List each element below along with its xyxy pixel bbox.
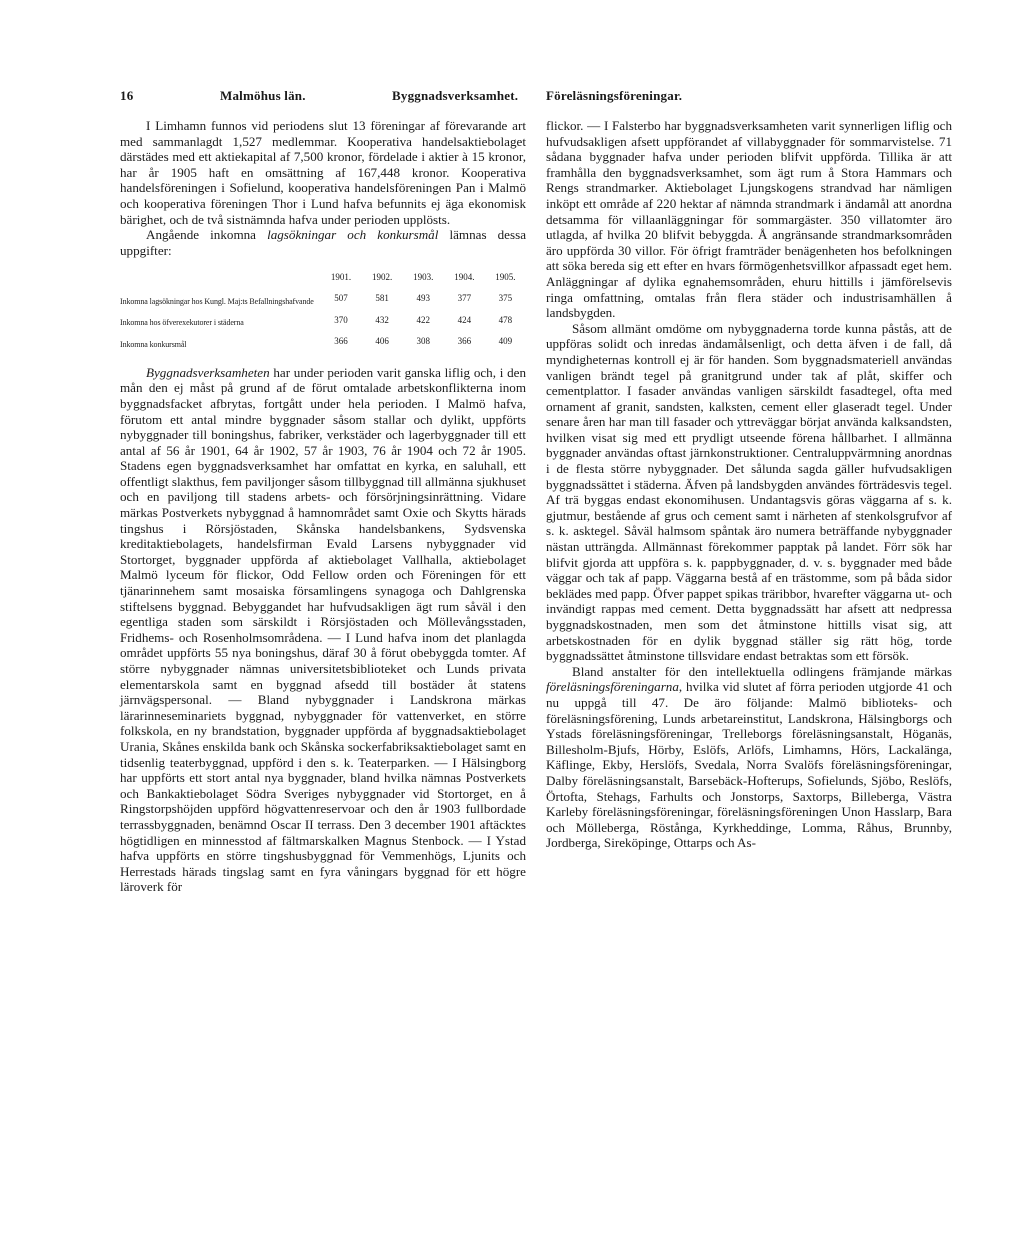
- table-year: 1902.: [372, 272, 393, 283]
- lawsuits-table: [120, 270, 526, 354]
- building-activity-italic: Byggnadsverksamheten: [146, 364, 270, 380]
- table-header-blank: [120, 270, 320, 290]
- table-cell: 308: [416, 336, 430, 347]
- table-cell: 581: [375, 292, 389, 303]
- table-cell: 375: [498, 292, 513, 303]
- building-activity-text: har under perioden varit ganska liflig och, i den mån den ej måst på grund af de förut omtalade arbetskonflikterna inom byggnadsfacket afbrytas, fortgått under hela perioden. I Malmö hafva, förutom ett antal mindre byggnader såsom stallar och dylikt, uppförts nybyggnader till boningshus, fabriker, verkstäder och lagerbyggnader till ett antal af 56 år 1901, 64 år 1902, 57 år 1903, 76 år 1904 och 72 år 1905. Stadens egen byggnadsverksamhet har omfattat en kyrka, en saluhall, ett offentligt slakthus, fem paviljonger såsom tillbyggnad till allmänna sjukhuset och en paviljong till stadens arbets- och försörjningsinrättning. Vidare märkas Postverkets nybyggnad å hamnområdet samt Oxie och Skytts härads tingshus i Rörsjöstaden, Skånska handelsbankens, Sydsvenska kreditaktiebolagets, handelsfirman Evald Larsens nybyggnader vid Stortorget, byggnader uppförda af aktiebolaget Vallhalla, aktiebolaget Malmö lyceum för flickor, Odd Fellow orden och Föreningen för ett tjänarinnehem samt mosaiska församlingens synagoga och Dahlgrenska stiftelsens byggnad. Bebyggandet har hufvudsakligen ägt rum såväl i den egentliga staden som särskildt i Rörsjöstaden och Möllevångsstaden, Fridhems- och Rosenholmsområdena. — I Lund hafva inom det planlagda området uppförts 55 nya boningshus, däraf 30 å förut obebyggda tomter. Af större nybyggnader nämnas universitetsbiblioteket och Lunds privata elementarskola samt en byggnad afsedd till bostäder åt statens järnvägspersonal. — Bland nybyggnader i Landskrona märkas lärarinneseminariets byggnad, nybyggnader för vattenverket, en större folkskola, en ny brandstation, byggnader uppförda af byggnadsaktiebolaget Urania, Skånes enskilda bank och Skånska sockerfabriksaktiebolaget samt en tidsenlig teaterbyggnad, uppförd i den s. k. Teaterparken. — I Hälsingborg har uppförts ett stort antal nya byggnader, bland hvilka nämnas Postverkets och Bankaktiebolaget Södra Sveriges nybyggnader vid Stortorget, en å Ringstorpshöjden uppförd högvattenreservoar och den år 1903 fullbordade terrassbyggnaden, benämnd Oscar II terrass. Den 3 december 1901 aftäcktes högtidligen en minnesstod af fältmarskalken Magnus Stenbock. — I Ystad hafva uppförts en större tingshusbyggnad för Vemmenhögs, Ljunits och Herrestads härads tingslag samt en fyra våningars byggnad för ett högre läroverk för: [120, 364, 526, 895]
- lawsuits-intro-text: Angående inkomna: [146, 227, 268, 243]
- header-title-building: Byggnadsverksamhet.: [392, 88, 519, 103]
- table-header-row: [120, 270, 526, 290]
- table-row-label: Inkomna hos öfverexekutorer i städerna: [120, 318, 244, 328]
- table-row: [120, 290, 526, 312]
- table-year: 1901.: [330, 272, 352, 283]
- table-cell: 422: [416, 314, 430, 325]
- header-title-region: Malmöhus län.: [220, 88, 306, 103]
- table-row: [120, 312, 526, 334]
- table-cell: 478: [498, 314, 513, 325]
- right-column: [546, 118, 952, 851]
- table-cell: 377: [457, 292, 472, 303]
- paragraph-building-quality: Såsom allmänt omdöme om nybyggnaderna torde kunna påstås, att de uppföras solidt och inredas ändamålsenligt, och detta äfven i de fall, då myndigheternas kontroll ej är för handen. Som byggnadsmateriell användas vanligen brändt tegel på granitgrund under tak af plåt, skiffer och cementplattor. I fasader användas vanligen särskildt fasadtegel, ofta med ornament af granit, sandsten, kalksten, cement eller glaseradt tegel. Under senare åren har man till fasader och yttreväggar börjat använda kalksandsten, hvilken visat sig med ett prydligt utseende förena hållbarhet. I allmänna byggnader användas oftast järnkonstruktioner. Centraluppvärmning anordnas i de flesta större nybyggnader. Det sålunda sagda gäller hufvudsakligen byggnadssättet i städerna. Äfven på landsbygden användes förträdesvis tegel. Af trä byggas endast ekonomihusen. Undantagsvis göras väggarna af s. k. gjutmur, bestående af grus och cement samt i närheten af stenkolsgrufvor af s. k. asktegel. Såväl halmsom spåntak äro numera beträffande nybyggnader nästan utträngda. Allmännast förekommer papptak på landet. Förr sök har blifvit gjorda att uppföra s. k. pappbyggnader, d. v. s. byggnader med både väggar och tak af papp. Väggarna bestå af en trästomme, som på båda sidor beklädes med papp. Öfver pappet spikas träribbor, hvarefter väggarna ut- och invändigt rappas med cement. Detta byggnadssätt har afsett att nedpressa byggnadskostnaden, men som det åtminstone hittills visat sig, att arbetskostnaden för en dylik byggnad ställer sig rätt hög, torde byggnadssättet åtminstone tillsvidare endast betraktas som ett försök.: [546, 320, 952, 664]
- page-header: [120, 88, 920, 108]
- table-cell: 366: [457, 336, 472, 347]
- lecture-societies-text: Bland anstalter för den intellektuella odlingens främjande märkas: [572, 663, 952, 679]
- header-title-lectures: Föreläsningsföreningar.: [546, 88, 683, 103]
- lawsuits-intro-end: lämnas dessa uppgifter:: [120, 227, 527, 258]
- paragraph-lawsuits-intro: [120, 227, 526, 258]
- table-cell: 366: [334, 336, 348, 347]
- table-cell: 370: [334, 314, 348, 325]
- table-cell: 424: [457, 314, 472, 325]
- lecture-societies-end: , hvilka vid slutet af förra perioden utgjorde 41 och nu uppgå till 47. De äro följande: Malmö biblioteks- och föreläsningsförening, Lunds arbetareinstitut, Landskrona, Hälsingborgs och Ystads föreläsningsföreningar, Trelleborgs föreläsningsanstalt, Höganäs, Billesholm-Bjufs, Hörby, Eslöfs, Arlöfs, Limhamns, Hörs, Lackalänga, Käflinge, Ekby, Herslöfs, Svedala, Norra Svalöfs föreläsningsföreningar, Dalby föreläsningsanstalt, Barsebäck-Hofterups, Sofielunds, Sjöbo, Reslöfs, Örtofta, Stehags, Farhults och Jonstorps, Saxtorps, Billeberga, Västra Karleby föreläsningsföreningar, föreläsningsföreningen Unon Hasslarp, Bara och Mölleberga, Röstånga, Kyrkheddinge, Lomma, Råhus, Brunnby, Jordberga, Sireköpinge, Ottarps och As-: [546, 679, 952, 851]
- table-cell: 432: [375, 314, 389, 325]
- paragraph-building-activity: [120, 365, 526, 895]
- lecture-societies-italic: föreläsningsföreningarna: [546, 679, 679, 695]
- left-column: [120, 118, 526, 895]
- table-year: 1905.: [495, 272, 516, 283]
- table-row: [120, 333, 526, 355]
- paragraph-falsterbo: flickor. — I Falsterbo har byggnadsverksamheten varit synnerligen liflig och hufvudsakligen afsett uppförandet af villabyggnader för sommarvistelse. 71 sådana byggnader hafva under perioden blifvit uppförda. Tillika är att framhålla den byggnadsverksamhet, som ägt rum å Stora Hammars och Rengs strandmarker. Aktiebolaget Ljungskogens strandvad har nämligen inköpt ett område af 220 hektar af nämnda strandmark i ändamål att anordna detsamma för villaanläggningar för sommargäster. 350 villatomter äro utlagda, af hvilka 20 blifvit bebyggda. Å angränsande strandmarksområden äro uppförda 30 villor. För öfrigt framträder benägenheten hos befolkningen att söka bereda sig ett efter en hvars förmögenhetsvillkor afpassadt eget hem. Anläggningar af dylika egnahemsområden, ehuru hittills i jämförelsevis ringa omfattning, omtalas från flera städer och industrisamhällen å landsbygden.: [546, 118, 952, 321]
- table-row-label: Inkomna konkursmål: [120, 339, 187, 349]
- table-year: 1903.: [413, 272, 434, 283]
- table-cell: 493: [416, 292, 430, 303]
- paragraph-cooperatives: I Limhamn funnos vid periodens slut 13 föreningar af förevarande art med sammanlagdt 1,527 medlemmar. Kooperativa handelsaktiebolaget därstädes med ett aktiekapital af 7,500 kronor, fördelade i aktier à 15 kronor, har år 1905 haft en omsättning af 167,448 kronor. Kooperativa handelsföreningen i Sofielund, kooperativa handelsföreningen Pan i Malmö och kooperativa föreningen Thor i Lund hafva befunnits ej äga ekonomisk bärighet, och de två sistnämnda hafva under perioden upplösts.: [120, 118, 526, 227]
- lawsuits-intro-italic: lagsökningar och konkursmål: [267, 227, 439, 243]
- paragraph-lecture-societies: [546, 664, 952, 851]
- table-year: 1904.: [454, 272, 475, 283]
- table-cell: 409: [498, 336, 513, 347]
- page-number: 16: [120, 88, 134, 103]
- table-cell: 507: [334, 292, 348, 303]
- table-row-label: Inkomna lagsökningar hos Kungl. Maj:ts Befallningshafvande: [120, 296, 314, 306]
- table-cell: 406: [375, 336, 389, 347]
